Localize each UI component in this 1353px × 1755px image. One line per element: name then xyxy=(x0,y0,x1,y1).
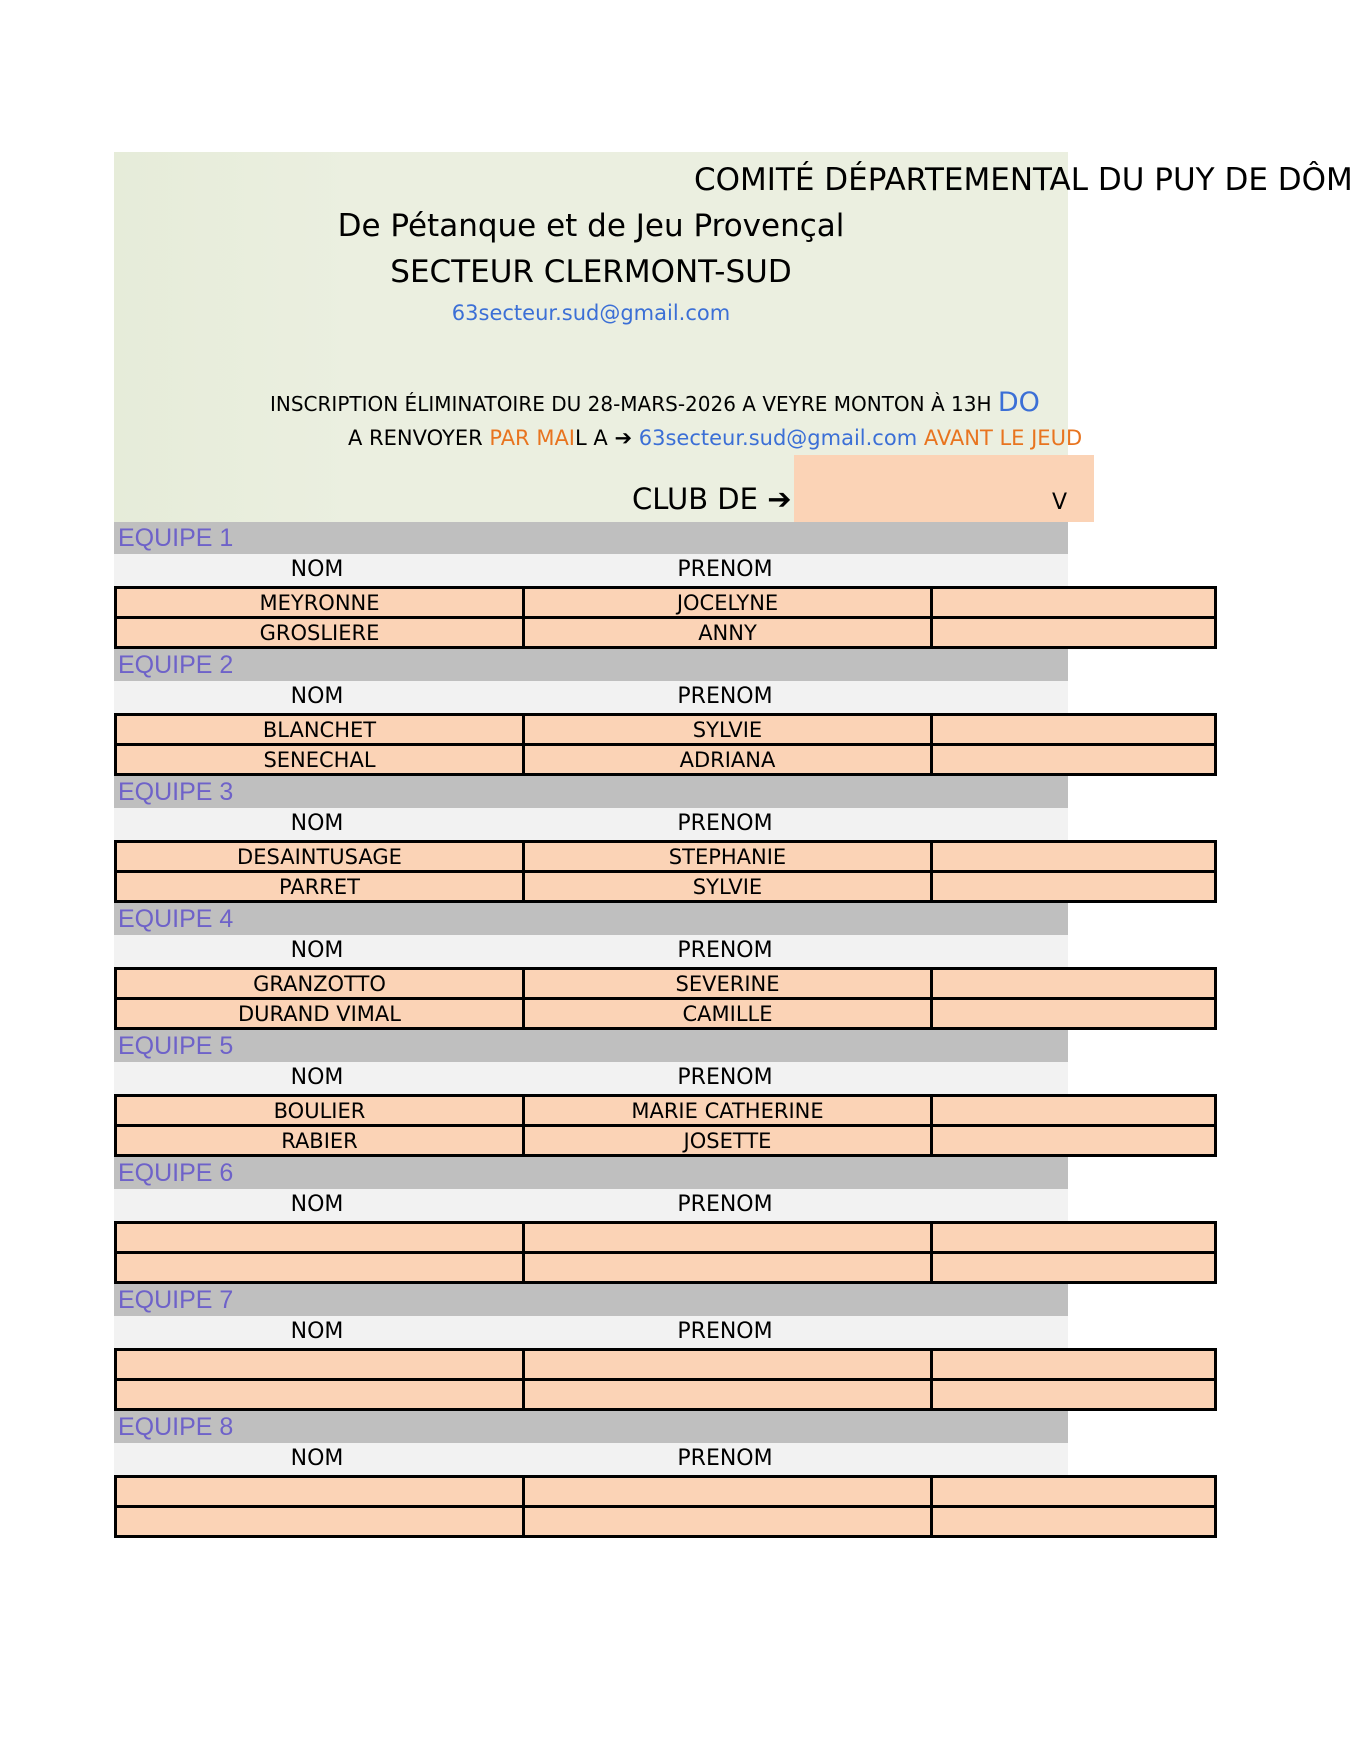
team-block xyxy=(114,1030,1068,1157)
nom-cell[interactable] xyxy=(116,1223,524,1253)
players-table xyxy=(114,713,1217,776)
table-row xyxy=(116,842,1216,872)
nom-header: NOM xyxy=(290,1192,344,1217)
nom-cell[interactable] xyxy=(116,1477,524,1507)
sector-title: SECTEUR CLERMONT-SUD xyxy=(390,254,792,290)
extra-cell[interactable] xyxy=(932,1380,1216,1410)
extra-cell[interactable] xyxy=(932,588,1216,618)
prenom-cell[interactable]: CAMILLE xyxy=(524,999,932,1029)
players-table xyxy=(114,1475,1217,1538)
prenom-header: PRENOM xyxy=(677,1192,773,1217)
table-row xyxy=(116,872,1216,902)
inscription-tail: DO xyxy=(997,387,1040,418)
prenom-cell[interactable]: JOCELYNE xyxy=(524,588,932,618)
column-headers xyxy=(114,681,1068,713)
nom-cell[interactable]: GROSLIERE xyxy=(116,618,524,648)
prenom-cell[interactable] xyxy=(524,1350,932,1380)
nom-header: NOM xyxy=(290,684,344,709)
table-row xyxy=(116,1126,1216,1156)
column-headers xyxy=(114,1443,1068,1475)
prenom-cell[interactable]: SYLVIE xyxy=(524,872,932,902)
extra-cell[interactable] xyxy=(932,745,1216,775)
nom-cell[interactable]: BOULIER xyxy=(116,1096,524,1126)
prenom-header: PRENOM xyxy=(677,1065,773,1090)
team-title: EQUIPE 7 xyxy=(114,1284,1068,1316)
team-title: EQUIPE 8 xyxy=(114,1411,1068,1443)
team-block xyxy=(114,1411,1068,1538)
nom-cell[interactable]: BLANCHET xyxy=(116,715,524,745)
extra-cell[interactable] xyxy=(932,842,1216,872)
sector-email[interactable]: 63secteur.sud@gmail.com xyxy=(451,301,731,325)
column-headers xyxy=(114,935,1068,967)
prenom-header: PRENOM xyxy=(677,684,773,709)
send-l-a: L A xyxy=(575,426,608,450)
send-instructions-line xyxy=(348,426,1082,450)
table-row xyxy=(116,1477,1216,1507)
table-row xyxy=(116,1096,1216,1126)
prenom-cell[interactable] xyxy=(524,1253,932,1283)
prenom-header: PRENOM xyxy=(677,811,773,836)
prenom-cell[interactable] xyxy=(524,1507,932,1537)
nom-cell[interactable]: SENECHAL xyxy=(116,745,524,775)
extra-cell[interactable] xyxy=(932,1223,1216,1253)
nom-cell[interactable] xyxy=(116,1350,524,1380)
team-block xyxy=(114,649,1068,776)
committee-title: COMITÉ DÉPARTEMENTAL DU PUY DE DÔM xyxy=(694,162,1353,198)
prenom-header: PRENOM xyxy=(677,1319,773,1344)
table-row xyxy=(116,745,1216,775)
nom-header: NOM xyxy=(290,557,344,582)
players-table xyxy=(114,840,1217,903)
arrow-right-icon: ➔ xyxy=(767,482,792,516)
club-label-text: CLUB DE xyxy=(632,482,758,516)
nom-cell[interactable]: MEYRONNE xyxy=(116,588,524,618)
extra-cell[interactable] xyxy=(932,618,1216,648)
extra-cell[interactable] xyxy=(932,715,1216,745)
extra-cell[interactable] xyxy=(932,1096,1216,1126)
table-row xyxy=(116,1223,1216,1253)
players-table xyxy=(114,1221,1217,1284)
table-row xyxy=(116,1507,1216,1537)
team-title: EQUIPE 4 xyxy=(114,903,1068,935)
arrow-right-icon: ➔ xyxy=(614,426,633,450)
team-title: EQUIPE 1 xyxy=(114,522,1068,554)
column-headers xyxy=(114,1062,1068,1094)
prenom-cell[interactable]: JOSETTE xyxy=(524,1126,932,1156)
nom-cell[interactable]: RABIER xyxy=(116,1126,524,1156)
nom-header: NOM xyxy=(290,1065,344,1090)
extra-cell[interactable] xyxy=(932,1253,1216,1283)
nom-header: NOM xyxy=(290,938,344,963)
prenom-header: PRENOM xyxy=(677,938,773,963)
extra-cell[interactable] xyxy=(932,1477,1216,1507)
table-row xyxy=(116,1350,1216,1380)
club-name-field[interactable] xyxy=(794,455,1094,522)
team-title: EQUIPE 5 xyxy=(114,1030,1068,1062)
nom-cell[interactable] xyxy=(116,1380,524,1410)
nom-cell[interactable]: PARRET xyxy=(116,872,524,902)
extra-cell[interactable] xyxy=(932,999,1216,1029)
team-block xyxy=(114,522,1068,649)
table-row xyxy=(116,1380,1216,1410)
team-title: EQUIPE 3 xyxy=(114,776,1068,808)
prenom-cell[interactable] xyxy=(524,1380,932,1410)
players-table xyxy=(114,1348,1217,1411)
prenom-header: PRENOM xyxy=(677,557,773,582)
prenom-header: PRENOM xyxy=(677,1446,773,1471)
prenom-cell[interactable]: ANNY xyxy=(524,618,932,648)
team-title: EQUIPE 2 xyxy=(114,649,1068,681)
sheet-header xyxy=(114,152,1353,522)
nom-cell[interactable]: GRANZOTTO xyxy=(116,969,524,999)
table-row xyxy=(116,999,1216,1029)
table-row xyxy=(116,588,1216,618)
table-row xyxy=(116,1253,1216,1283)
registration-sheet xyxy=(114,152,1353,1538)
club-label xyxy=(632,482,792,516)
column-headers xyxy=(114,1189,1068,1221)
column-headers xyxy=(114,1316,1068,1348)
prenom-cell[interactable]: ADRIANA xyxy=(524,745,932,775)
prenom-cell[interactable]: SEVERINE xyxy=(524,969,932,999)
prenom-cell[interactable] xyxy=(524,1477,932,1507)
send-email-link[interactable]: 63secteur.sud@gmail.com xyxy=(638,426,918,450)
table-row xyxy=(116,969,1216,999)
inscription-line xyxy=(270,387,1040,418)
team-block xyxy=(114,903,1068,1030)
prenom-cell[interactable]: SYLVIE xyxy=(524,715,932,745)
nom-cell[interactable]: DURAND VIMAL xyxy=(116,999,524,1029)
nom-header: NOM xyxy=(290,811,344,836)
nom-cell[interactable] xyxy=(116,1507,524,1537)
extra-cell[interactable] xyxy=(932,872,1216,902)
prenom-cell[interactable]: MARIE CATHERINE xyxy=(524,1096,932,1126)
extra-cell[interactable] xyxy=(932,1126,1216,1156)
prenom-cell[interactable]: STEPHANIE xyxy=(524,842,932,872)
team-title: EQUIPE 6 xyxy=(114,1157,1068,1189)
team-block xyxy=(114,1157,1068,1284)
extra-cell[interactable] xyxy=(932,969,1216,999)
deadline-text: AVANT LE JEUD xyxy=(923,426,1083,450)
nom-header: NOM xyxy=(290,1446,344,1471)
teams-list xyxy=(114,522,1068,1538)
players-table xyxy=(114,967,1217,1030)
players-table xyxy=(114,1094,1217,1157)
club-value-fragment: V xyxy=(1052,490,1068,515)
committee-subtitle: De Pétanque et de Jeu Provençal xyxy=(337,208,845,244)
extra-cell[interactable] xyxy=(932,1350,1216,1380)
column-headers xyxy=(114,554,1068,586)
table-row xyxy=(116,618,1216,648)
nom-cell[interactable]: DESAINTUSAGE xyxy=(116,842,524,872)
team-block xyxy=(114,1284,1068,1411)
players-table xyxy=(114,586,1217,649)
table-row xyxy=(116,715,1216,745)
nom-header: NOM xyxy=(290,1319,344,1344)
extra-cell[interactable] xyxy=(932,1507,1216,1537)
team-block xyxy=(114,776,1068,903)
prenom-cell[interactable] xyxy=(524,1223,932,1253)
par-mail-text: PAR MAI xyxy=(489,426,576,450)
nom-cell[interactable] xyxy=(116,1253,524,1283)
inscription-text: INSCRIPTION ÉLIMINATOIRE DU 28-MARS-2026 A VEYRE MONTON À 13H xyxy=(270,392,992,416)
column-headers xyxy=(114,808,1068,840)
send-prefix: A RENVOYER xyxy=(348,426,483,450)
